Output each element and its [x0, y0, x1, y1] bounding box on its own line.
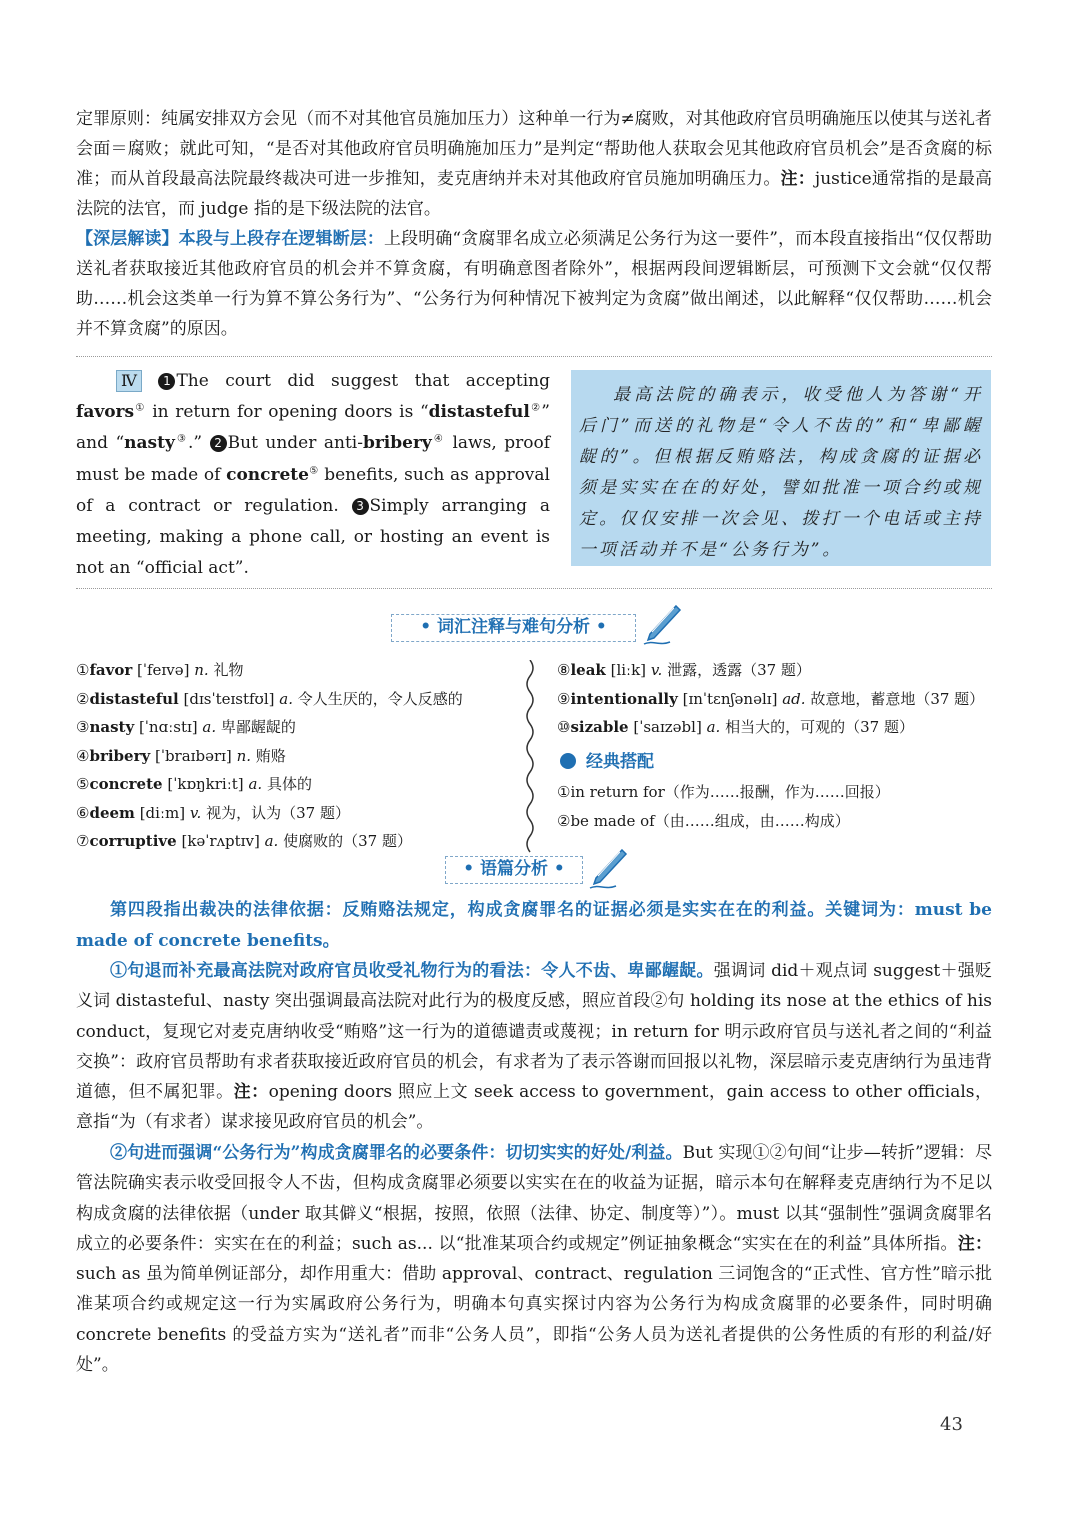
analysis-intro: 第四段指出裁决的法律依据：反贿赂法规定，构成贪腐罪名的证据必须是实实在在的利益。关键词为：must be made of concrete benefits。 [76, 900, 992, 951]
collocation-list [557, 778, 890, 835]
vocab-list-right [557, 656, 984, 742]
vocab-item: ⑧leak [liːk] v. 泄露，透露（37 题） [557, 661, 811, 679]
paragraph-number-badge: Ⅳ [116, 370, 142, 392]
sentence-1-marker: 1 [158, 373, 175, 390]
vocab-item: ⑥deem [diːm] v. 视为，认为（37 题） [76, 803, 350, 822]
pen-icon [586, 846, 628, 892]
analysis-sentence-1-head: ①句退而补充最高法院对政府官员收受礼物行为的看法：令人不齿、卑鄙龌龊。 [110, 961, 714, 981]
vocab-item: ③nasty [ˈnɑːstɪ] a. 卑鄙龌龊的 [76, 718, 296, 736]
deep-reading-label: 【深层解读】本段与上段存在逻辑断层： [76, 229, 384, 249]
vocab-item: ⑤concrete [ˈkɒŋkriːt] a. 具体的 [76, 775, 312, 793]
collocation-item: ①in return for（作为……报酬，作为……回报） [557, 783, 890, 801]
pen-icon [640, 602, 682, 648]
vocab-item: ①favor [ˈfeɪvə] n. 礼物 [76, 661, 244, 679]
divider-top [76, 356, 992, 357]
translation-text: 最高法院的确表示，收受他人为答谢“开后门”而送的礼物是“令人不齿的”和“卑鄙龌龊的”。但根据反贿赂法，构成贪腐的证据必须是实实在在的好处，譬如批准一项合约或规定。仅仅安排一次会见、拨打一个电话或主持一项活动并不是“公务行为”。 [579, 385, 983, 560]
deep-reading-paragraph: 【深层解读】本段与上段存在逻辑断层：上段明确“贪腐罪名成立必须满足公务行为这一要件”，而本段直接指出“仅仅帮助送礼者获取接近其他政府官员的机会并不算贪腐，有明确意图者除外”，根据两段间逻辑断层，可预测下文会就“仅仅帮助……机会这类单一行为算不算公务行为”、“公务行为何种情况下被判定为贪腐”做出阐述，以此解释“仅仅帮助……机会并不算贪腐”的原因。 [76, 229, 993, 339]
sentence-2-marker: 2 [210, 435, 227, 452]
sentence-3-marker: 3 [352, 498, 369, 515]
analysis-sentence-2: ②句进而强调“公务行为”构成贪腐罪名的必要条件：切切实实的好处/利益。But 实现①②句间“让步—转折”逻辑：尽管法院确实表示收受回报令人不齿，但构成贪腐罪必须要以实实在在的收益为证据，暗示本句在解释麦克唐纳行为不足以构成贪腐的法律依据（under 取其僻义“根据，按照，依照（法律、协定、制度等）”）。must 以其“强制性”强调贪腐罪名成立的必要条件：实实在在的利益；such as... 以“批准某项合约或规定”例证抽象概念“实实在在的利益”具体所指。注：such as 虽为简单例证部分，却作用重大：借助 approval、contract、regulation 三词饱含的“正式性、官方性”暗示批准某项合约或规定这一行为实属政府公务行为，明确本句真实探讨内容为公务行为构成贪腐罪的必要条件，同时明确 concrete benefits 的受益方实为“送礼者”而非“公务人员”，即指“公务人员为送礼者提供的公务性质的有形的利益/好处”。 [76, 1143, 993, 1376]
translation-box [571, 370, 991, 566]
vocab-list-left [76, 656, 463, 856]
collocation-heading: 经典搭配 [560, 750, 654, 774]
analysis-section-title: • 语篇分析 • [445, 856, 583, 884]
divider-bottom [76, 588, 992, 589]
english-passage: Ⅳ 1 The court did suggest that accepting favors① in return for opening doors is “distasteful②” and “nasty③.” 2 But under anti-bribery④ laws, proof must be made of concrete⑤ benefits, such as approval of a contract or regulation. 3 Simply arranging a meeting, making a phone call, or hosting an event is not an “official act”. [76, 371, 550, 579]
analysis-sentence-2-head: ②句进而强调“公务行为”构成贪腐罪名的必要条件：切切实实的好处/利益。 [110, 1143, 683, 1163]
wavy-separator [520, 660, 540, 860]
principle-paragraph: 定罪原则：纯属安排双方会见（而不对其他官员施加压力）这种单一行为≠腐败，对其他政府官员明确施压以使其与送礼者会面＝腐败；就此可知，“是否对其他政府官员明确施加压力”是判定“帮助他人获取会见其他政府官员机会”是否贪腐的标准；而从首段最高法院最终裁决可进一步推知，麦克唐纳并未对其他政府官员施加明确压力。注：justice通常指的是最高法院的法官，而 judge 指的是下级法院的法官。 [76, 109, 993, 219]
vocab-item: ⑨intentionally [ɪnˈtɛnʃənəlɪ] ad. 故意地，蓄意地（37 题） [557, 689, 985, 708]
page-number: 43 [940, 1414, 963, 1435]
collocation-item: ②be made of（由……组成，由……构成） [557, 811, 850, 830]
vocab-item: ②distasteful [dɪsˈteɪstfʊl] a. 令人生厌的，令人反感的 [76, 689, 463, 708]
vocab-item: ④bribery [ˈbraɪbərɪ] n. 贿赂 [76, 746, 286, 765]
vocab-item: ⑩sizable [ˈsaɪzəbl] a. 相当大的，可观的（37 题） [557, 718, 914, 736]
vocab-section-title: • 词汇注释与难句分析 • [391, 614, 636, 642]
vocab-item: ⑦corruptive [kəˈrʌptɪv] a. 使腐败的（37 题） [76, 832, 412, 850]
bullet-dot-icon [560, 753, 576, 769]
analysis-sentence-1: ①句退而补充最高法院对政府官员收受礼物行为的看法：令人不齿、卑鄙龌龊。强调词 did＋观点词 suggest＋强贬义词 distasteful、nasty 突出强调最高法院对此行为的极度反感，照应首段②句 holding its nose at the ethics of his conduct，复现它对麦克唐纳收受“贿赂”这一行为的道德谴责或蔑视；in return for 明示政府官员与送礼者之间的“利益交换”：政府官员帮助有求者获取接近政府官员的机会，有求者为了表示答谢而回报以礼物，深层暗示麦克唐纳行为虽违背道德，但不属犯罪。注：opening doors 照应上文 seek access to government，gain access to other officials，意指“为（有求者）谋求接见政府官员的机会”。 [76, 961, 993, 1133]
